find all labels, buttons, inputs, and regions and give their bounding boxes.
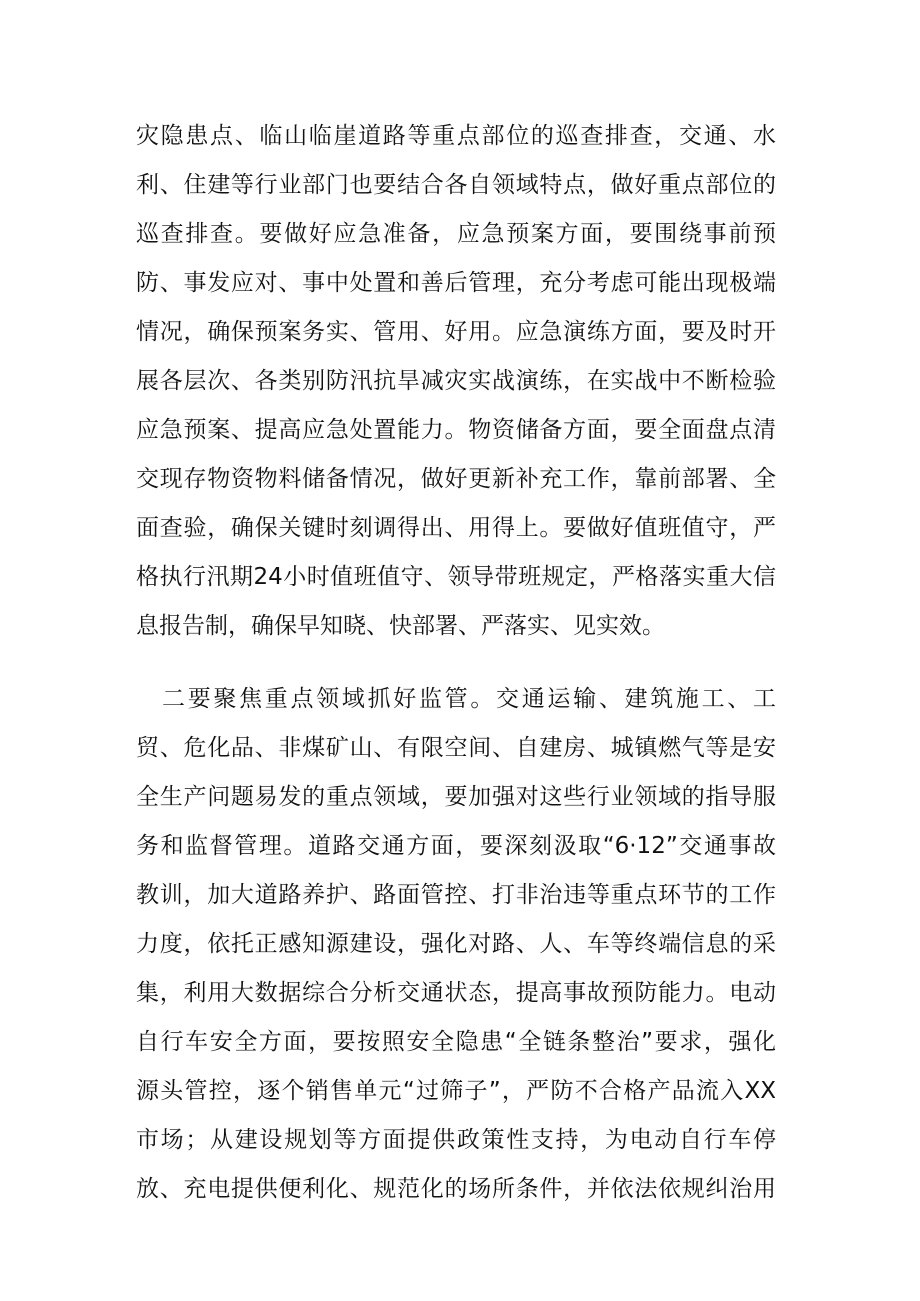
text-line: 贸、危化品、非煤矿山、有限空间、自建房、城镇燃气等是安 [136, 735, 776, 761]
text-line: 务和监督管理。道路交通方面，要深刻汲取“6·12”交通事故 [136, 833, 776, 859]
text-line: 教训，加大道路养护、路面管控、打非治违等重点环节的工作 [136, 882, 776, 908]
text-line: 市场；从建设规划等方面提供政策性支持，为电动自行车停 [136, 1127, 776, 1153]
text-line: 全生产问题易发的重点领域，要加强对这些行业领域的指导服 [136, 784, 776, 810]
text-line: 应急预案、提高应急处置能力。物资储备方面，要全面盘点清 [136, 417, 776, 443]
text-line: 展各层次、各类别防汛抗旱减灾实战演练，在实战中不断检验 [136, 368, 776, 394]
text-line: 自行车安全方面，要按照安全隐患“全链条整治”要求，强化 [136, 1029, 776, 1055]
text-line: 息报告制，确保早知晓、快部署、严落实、见实效。 [136, 613, 665, 639]
paragraph-2 [136, 675, 776, 1214]
text-line: 面查验，确保关键时刻调得出、用得上。要做好值班值守，严 [136, 515, 776, 541]
paragraph-gap [136, 651, 776, 675]
text-line: 集，利用大数据综合分析交通状态，提高事故预防能力。电动 [136, 980, 776, 1006]
paragraph-1 [136, 112, 776, 651]
text-line: 巡查排查。要做好应急准备，应急预案方面，要围绕事前预 [136, 221, 776, 247]
text-line: 灾隐患点、临山临崖道路等重点部位的巡查排查，交通、水 [136, 123, 776, 149]
text-line: 利、住建等行业部门也要结合各自领域特点，做好重点部位的 [136, 172, 776, 198]
text-line: 放、充电提供便利化、规范化的场所条件，并依法依规纠治用 [136, 1176, 776, 1202]
text-line: 格执行汛期24小时值班值守、领导带班规定，严格落实重大信 [136, 564, 776, 590]
text-line: 交现存物资物料储备情况，做好更新补充工作，靠前部署、全 [136, 466, 776, 492]
body-text [136, 112, 776, 1214]
text-line: 源头管控，逐个销售单元“过筛子”，严防不合格产品流入XX [136, 1078, 776, 1104]
text-line: 防、事发应对、事中处置和善后管理，充分考虑可能出现极端 [136, 270, 776, 296]
text-line: 情况，确保预案务实、管用、好用。应急演练方面，要及时开 [136, 319, 776, 345]
text-line: 力度，依托正感知源建设，强化对路、人、车等终端信息的采 [136, 931, 776, 957]
text-line: 二要聚焦重点领域抓好监管。交通运输、建筑施工、工 [162, 686, 776, 712]
